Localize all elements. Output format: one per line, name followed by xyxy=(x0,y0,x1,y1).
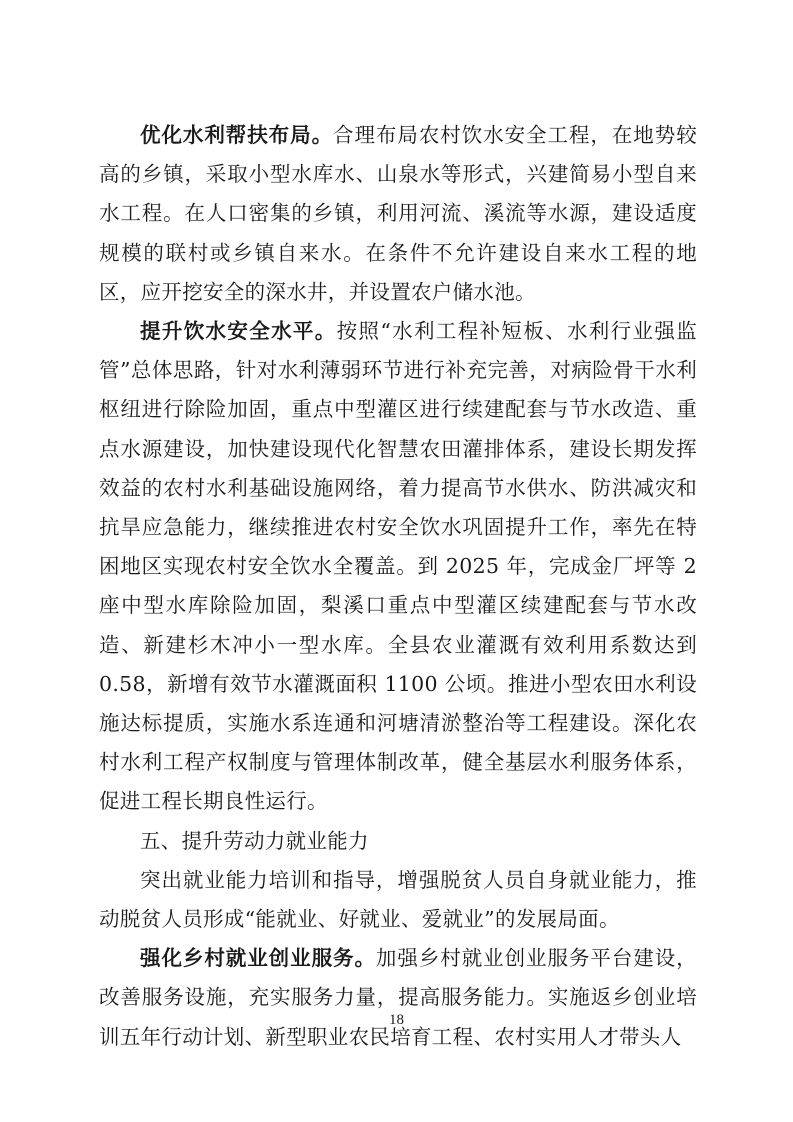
paragraph-lead: 优化水利帮扶布局。 xyxy=(140,123,334,147)
paragraph-water-safety xyxy=(99,312,697,822)
paragraph-text: 加强乡村就业创业服务平台建设，改善服务设施，充实服务力量，提高服务能力。实施返乡创业培训五年行动计划、新型职业农民培育工程、农村实用人才带头人 xyxy=(99,946,697,1049)
paragraph-water-layout xyxy=(99,116,697,312)
paragraph-text: 按照“水利工程补短板、水利行业强监管”总体思路，针对水利薄弱环节进行补充完善，对病险骨干水利枢纽进行除险加固，重点中型灌区进行续建配套与节水改造、重点水源建设，加快建设现代化智慧农田灌排体系，建设长期发挥效益的农村水利基础设施网络，着力提高节水供水、防洪减灾和抗旱应急能力，继续推进农村安全饮水巩固提升工作，率先在特困地区实现农村安全饮水全覆盖。到 2025 年，完成金厂坪等 2 座中型水库除险加固，梨溪口重点中型灌区续建配套与节水改造、新建杉木冲小一型水库。全县农业灌溉有效利用系数达到 0.58，新增有效节水灌溉面积 1100 公顷。推进小型农田水利设施达标提质，实施水系连通和河塘清淤整治等工程建设。深化农村水利工程产权制度与管理体制改革，健全基层水利服务体系，促进工程长期良性运行。 xyxy=(99,319,697,814)
paragraph-lead: 强化乡村就业创业服务。 xyxy=(140,946,376,971)
document-body xyxy=(99,116,697,1057)
page-number: 18 xyxy=(389,1012,404,1028)
paragraph-lead: 提升饮水安全水平。 xyxy=(140,319,337,344)
paragraph-intro: 突出就业能力培训和指导，增强脱贫人员自身就业能力，推动脱贫人员形成“能就业、好就业、爱就业”的发展局面。 xyxy=(99,867,697,932)
paragraph-employment-service xyxy=(99,939,697,1057)
paragraph-text: 合理布局农村饮水安全工程，在地势较高的乡镇，采取小型水库水、山泉水等形式，兴建简易小型自来水工程。在人口密集的乡镇，利用河流、溪流等水源，建设适度规模的联村或乡镇自来水。在条件不允许建设自来水工程的地区，应开挖安全的深水井，并设置农户储水池。 xyxy=(99,123,697,304)
section-heading: 五、提升劳动力就业能力 xyxy=(140,828,369,853)
